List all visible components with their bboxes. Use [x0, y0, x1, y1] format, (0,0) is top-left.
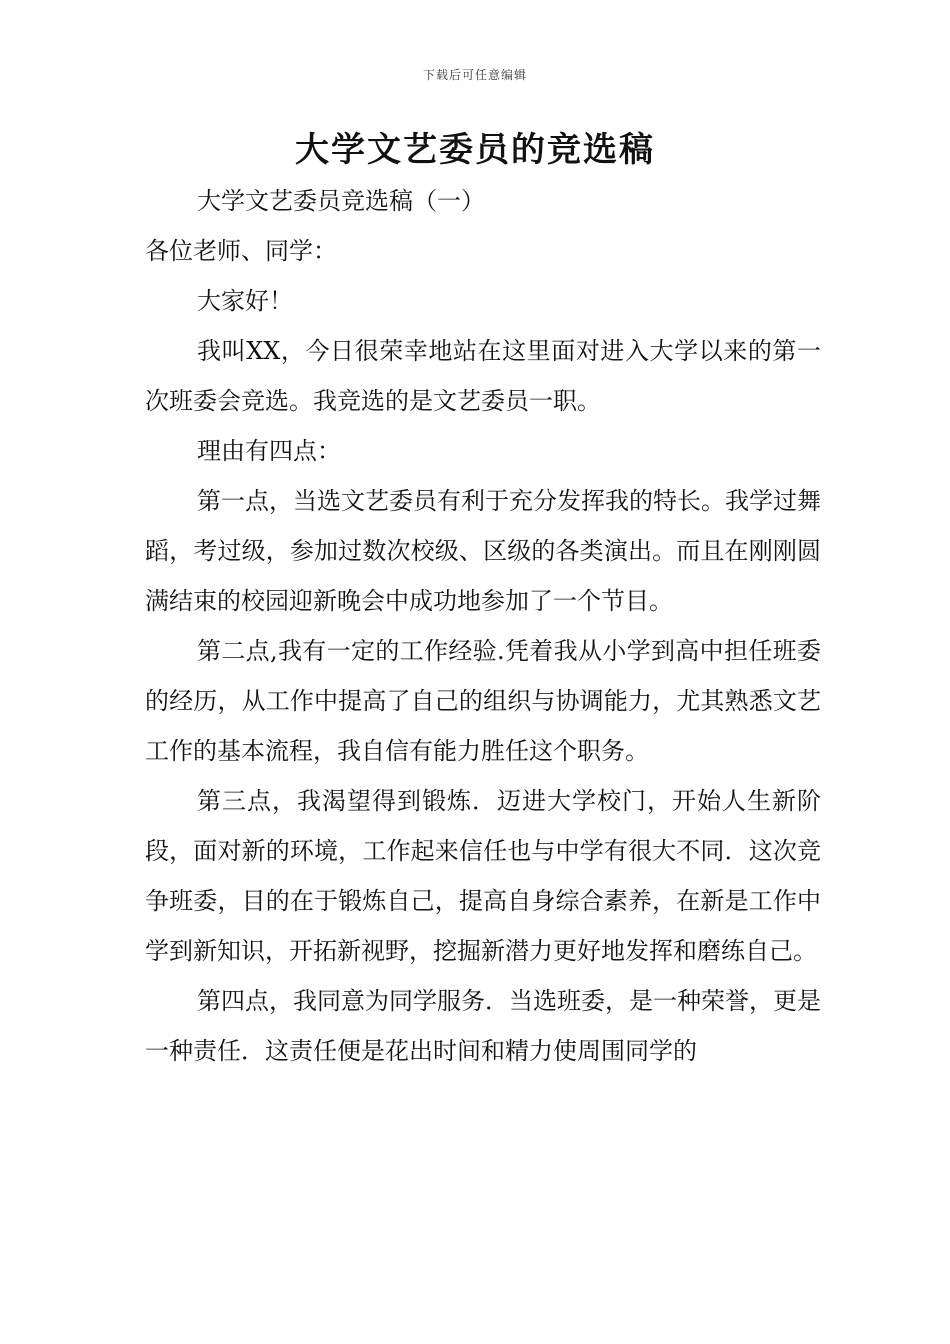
- paragraph-salutation: 各位老师、同学：: [145, 237, 337, 265]
- paragraph-reasons-heading: 理由有四点：: [197, 437, 341, 465]
- document-body: [145, 176, 821, 1076]
- header-note: 下载后可任意编辑: [422, 68, 527, 82]
- paragraph-reason-four: 第四点，我同意为同学服务．当选班委，是一种荣誉，更是一种责任．这责任便是花出时间和精力使周围同学的: [145, 987, 821, 1065]
- paragraph-reason-two: 第二点,我有一定的工作经验.凭着我从小学到高中担任班委的经历，从工作中提高了自己的组织与协调能力，尤其熟悉文艺工作的基本流程，我自信有能力胜任这个职务。: [145, 637, 821, 765]
- paragraph-reason-three: 第三点，我渴望得到锻炼．迈进大学校门，开始人生新阶段，面对新的环境，工作起来信任也与中学有很大不同．这次竞争班委，目的在于锻炼自己，提高自身综合素养，在新是工作中学到新知识，开拓新视野，挖掘新潜力更好地发挥和磨练自己。: [145, 787, 821, 965]
- paragraph-greeting: 大家好！: [197, 287, 293, 315]
- paragraph-introduction: 我叫XX，今日很荣幸地站在这里面对进入大学以来的第一次班委会竞选。我竞选的是文艺委员一职。: [145, 337, 821, 415]
- paragraph-reason-one: 第一点，当选文艺委员有利于充分发挥我的特长。我学过舞蹈，考过级，参加过数次校级、区级的各类演出。而且在刚刚圆满结束的校园迎新晚会中成功地参加了一个节目。: [145, 487, 821, 615]
- document-title: 大学文艺委员的竞选稿: [295, 130, 655, 170]
- paragraph-subtitle: 大学文艺委员竞选稿（一）: [197, 187, 485, 215]
